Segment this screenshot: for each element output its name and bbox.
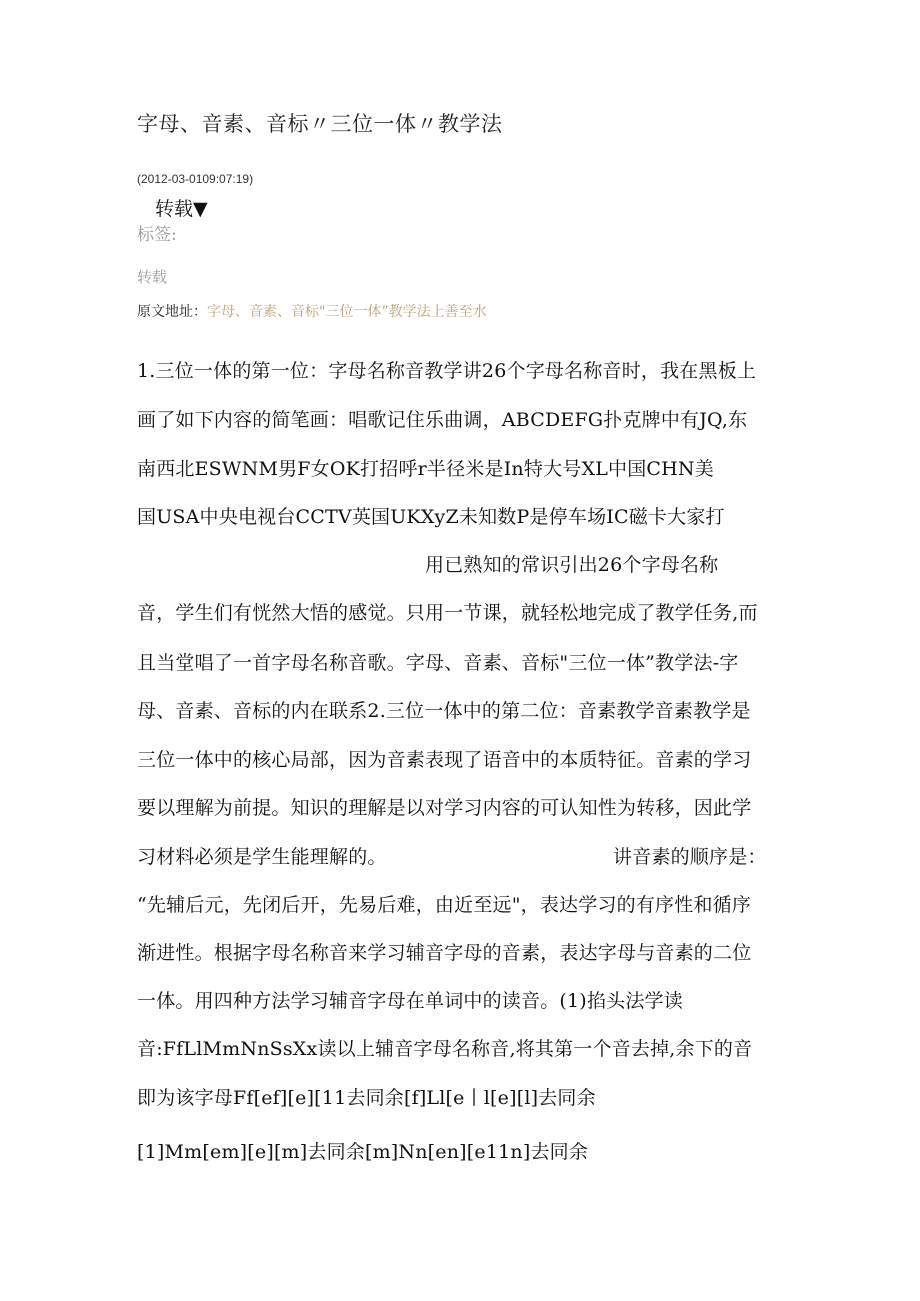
body-line: 渐进性。根据字母名称音来学习辅音字母的音素，表达字母与音素的二位 [137,942,752,964]
source-link[interactable]: 字母、音素、音标"三位一体”教学法上善至水 [207,304,487,320]
body-line: [1]Mm[em][e][m]去同余[m]Nn[en][e11n]去同余 [137,1141,589,1163]
body-line: 南西北ESWNM男F女OK打招呼r半径米是In特大号XL中国CHN美 [137,458,714,480]
body-line: 即为该字母Ff[ef][e][11去同余[f]Ll[e丨l[e][l]去同余 [137,1087,596,1109]
body-line: 国USA中央电视台CCTV英国UKXyZ未知数P是停车场IC磁卡大家打 [137,506,725,528]
body-line: 1.三位一体的第一位：字母名称音教学讲26个字母名称音时，我在黑板上 [137,360,757,382]
body-line: 画了如下内容的简笔画：唱歌记住乐曲调，ABCDEFG扑克牌中有JQ,东 [137,409,748,431]
body-line: 音，学生们有恍然大悟的感觉。只用一节课，就轻松地完成了教学任务,而 [137,602,758,624]
article-title: 字母、音素、音标〃三位一体〃教学法 [137,112,503,136]
body-line: 习材料必须是学生能理解的。 [137,846,387,868]
body-line: 要以理解为前提。知识的理解是以对学习内容的可认知性为转移，因此学 [137,797,752,819]
body-line: 讲音素的顺序是： [613,846,767,868]
tags-label: 标签: [137,225,177,245]
post-date: (2012-03-0109:07:19) [137,172,254,186]
tag-repost-link[interactable]: 转载 [137,268,168,286]
body-line: 三位一体中的核心局部，因为音素表现了语音中的本质特征。音素的学习 [137,749,752,771]
body-line: 且当堂唱了一首字母名称音歌。字母、音素、音标"三位一体”教学法-字 [137,652,739,674]
body-line: “先辅后元，先闭后开，先易后难，由近至远"，表达学习的有序性和循序 [137,894,752,916]
body-line: 音:FfLlMmNnSsXx读以上辅音字母名称音,将其第一个音去掉,余下的音 [137,1038,753,1060]
body-line: 母、音素、音标的内在联系2.三位一体中的第二位：音素教学音素教学是 [137,700,751,722]
body-line: 用已熟知的常识引出26个字母名称 [425,554,719,576]
body-line: 一体。用四种方法学习辅音字母在单词中的读音。(1)掐头法学读 [137,990,683,1012]
repost-button[interactable]: 转载▼ [155,198,208,220]
source-line [137,301,487,321]
source-label: 原文地址： [137,304,207,320]
